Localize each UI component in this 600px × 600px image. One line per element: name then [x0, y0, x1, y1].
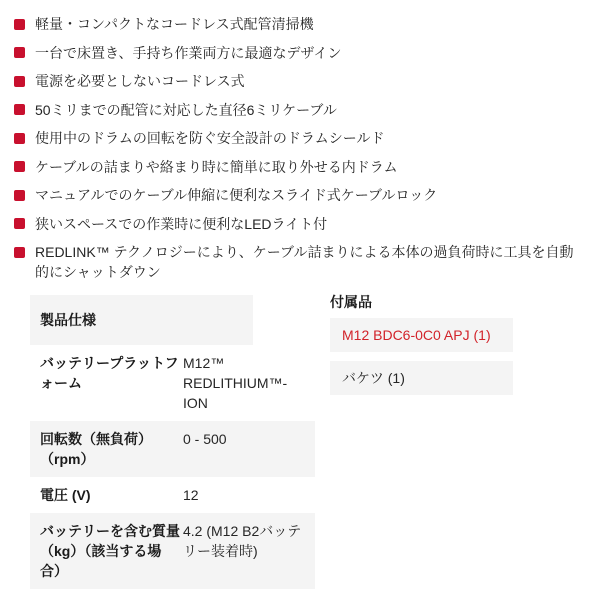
- spec-label: バッテリーを含む質量（kg）（該当する場合）: [40, 523, 180, 579]
- feature-text: 一台で床置き、手持ち作業両方に最適なデザイン: [35, 44, 342, 61]
- bullet-square-icon: [14, 247, 25, 258]
- details-columns: [30, 295, 600, 589]
- spec-table-title: 製品仕様: [30, 295, 253, 345]
- spec-label: 回転数（無負荷）（rpm）: [40, 431, 152, 467]
- spec-value: 4.2 (M12 B2バッテリー装着時): [183, 523, 302, 559]
- feature-list: [0, 14, 600, 282]
- feature-text: 軽量・コンパクトなコードレス式配管清掃機: [35, 16, 314, 32]
- spec-table: [30, 295, 315, 589]
- bullet-square-icon: [14, 47, 25, 58]
- feature-text: 使用中のドラムの回転を防ぐ安全設計のドラムシールド: [35, 130, 385, 146]
- spec-value: M12™ REDLITHIUM™-ION: [183, 355, 288, 411]
- spec-value: 0 - 500: [183, 431, 227, 447]
- feature-item: [14, 214, 583, 234]
- feature-item: [14, 185, 583, 205]
- accessory-item: バケツ (1): [330, 361, 513, 395]
- feature-text: 50ミリまでの配管に対応した直径6ミリケーブル: [35, 101, 337, 118]
- accessories-title: 付属品: [330, 294, 372, 310]
- spec-rows: [30, 345, 315, 589]
- bullet-square-icon: [14, 218, 25, 229]
- spec-row-battery-platform: [30, 345, 315, 421]
- bullet-square-icon: [14, 161, 25, 172]
- feature-text: マニュアルでのケーブル伸縮に便利なスライド式ケーブルロック: [35, 187, 438, 203]
- spec-row-weight: [30, 513, 315, 589]
- accessory-product-link[interactable]: M12 BDC6-0C0 APJ (1): [330, 318, 513, 352]
- spec-value: 12: [183, 487, 199, 503]
- spec-label: バッテリープラットフォーム: [40, 355, 179, 391]
- feature-text: ケーブルの詰まりや絡まり時に簡単に取り外せる内ドラム: [35, 158, 398, 175]
- accessories-section: [330, 295, 513, 589]
- feature-item: [14, 14, 583, 34]
- spec-row-voltage: [30, 477, 315, 513]
- feature-item: [14, 100, 583, 120]
- feature-item: [14, 71, 583, 91]
- spec-row-rpm: [30, 421, 315, 477]
- feature-item: [14, 242, 583, 282]
- bullet-square-icon: [14, 190, 25, 201]
- spec-label: 電圧 (V): [40, 487, 91, 503]
- feature-text: REDLINK™ テクノロジーにより、ケーブル詰まりによる本体の過負荷時に工具を自動的にシャットダウン: [35, 244, 574, 280]
- feature-item: [14, 128, 583, 148]
- bullet-square-icon: [14, 76, 25, 87]
- bullet-square-icon: [14, 104, 25, 115]
- feature-item: [14, 157, 583, 177]
- feature-item: [14, 43, 583, 63]
- feature-text: 狭いスペースでの作業時に便利なLEDライト付: [35, 215, 328, 232]
- bullet-square-icon: [14, 133, 25, 144]
- feature-text: 電源を必要としないコードレス式: [35, 73, 245, 89]
- bullet-square-icon: [14, 19, 25, 30]
